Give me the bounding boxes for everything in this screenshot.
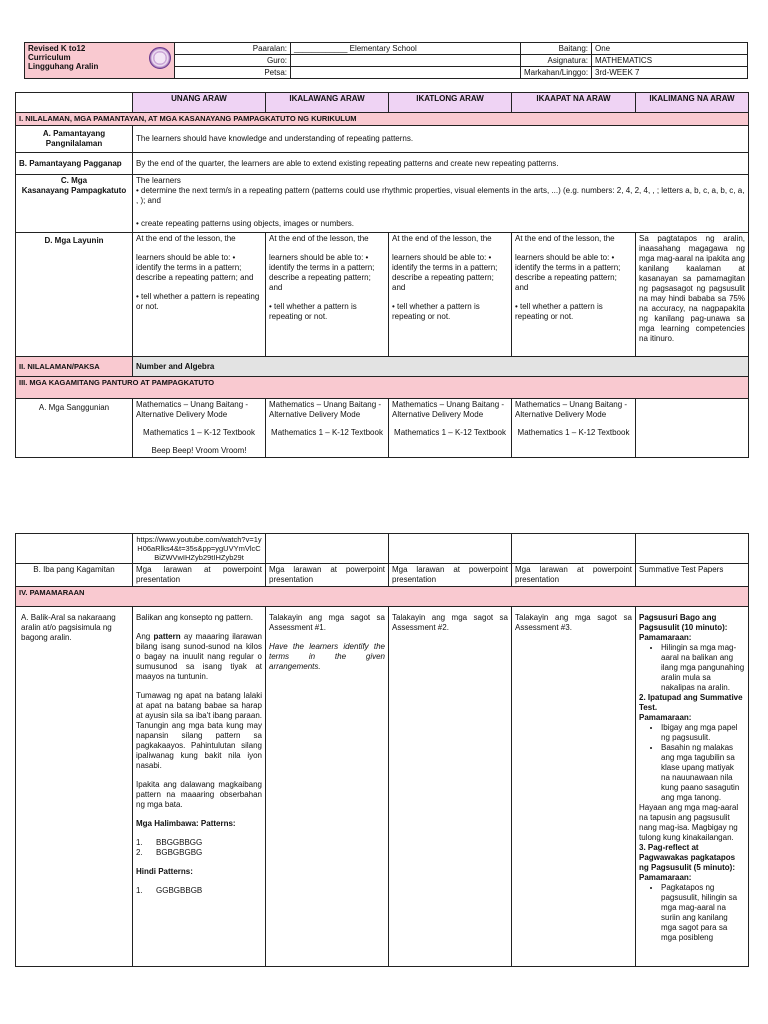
day-header-4: IKAAPAT NA ARAW [512, 93, 636, 113]
link-row-day3 [389, 534, 512, 564]
pamamaraan-day5 [636, 607, 749, 967]
layunin-day4 [512, 233, 636, 357]
lesson-table-page2 [15, 533, 749, 967]
layunin-day3-p1: At the end of the lesson, the [392, 234, 492, 243]
iba-pang-kagamitan-day3: Mga larawan at powerpoint presentation [389, 564, 512, 587]
pamamaraan-day1-examples-title: Mga Halimbawa: Patterns: [136, 819, 236, 828]
pamamaraan-day5-h3: 3. Pag-reflect at Pagwawakas pagkatapos ng Pagsusulit (5 minuto): [639, 843, 736, 872]
sanggunian-day4-ref1: Mathematics – Unang Baitang - Alternative Delivery Mode [515, 400, 628, 419]
pamantayang-pagganap-label: B. Pamantayang Pagganap [16, 153, 133, 175]
pamamaraan-day1-ex1: 1. BBGGBBGG [136, 838, 203, 847]
layunin-day3-p2: learners should be able to: • identify the terms in a pattern; describe a repeating pattern; and [392, 253, 498, 292]
sanggunian-day2-ref1: Mathematics – Unang Baitang - Alternative Delivery Mode [269, 400, 382, 419]
iba-pang-kagamitan-label: B. Iba pang Kagamitan [16, 564, 133, 587]
sanggunian-day2-ref2: Mathematics 1 – K-12 Textbook [271, 428, 383, 437]
markahan-label: Markahan/Linggo: [521, 67, 592, 79]
petsa-value [291, 67, 521, 79]
sanggunian-day1-ref2: Mathematics 1 – K-12 Textbook [143, 428, 255, 437]
guro-value [291, 55, 521, 67]
pamamaraan-day1-hindi-title: Hindi Patterns: [136, 867, 193, 876]
sanggunian-label: A. Mga Sanggunian [16, 399, 133, 458]
day-header-5: IKALIMANG NA ARAW [636, 93, 749, 113]
layunin-day2-p3: • tell whether a pattern is repeating or not. [269, 302, 357, 321]
pamamaraan-day5-b4: • Pagkatapos ng pagsusulit, hilingin sa mga mag-aaral na suriin ang kanilang mga sagot para sa mga posibleng [661, 883, 745, 943]
pamamaraan-day1-p2-pre: Ang [136, 632, 154, 641]
layunin-label: D. Mga Layunin [16, 233, 133, 357]
pamamaraan-day5-list3 [639, 883, 745, 943]
pamamaraan-day5-b3: • Basahin ng malakas ang mga tagubilin sa klase upang matiyak na nauunawaan nila kung paano sasagutin ang mga tanong. [661, 743, 745, 803]
sanggunian-day3 [389, 399, 512, 458]
pamamaraan-day2-p1: Talakayin ang mga sagot sa Assessment #1. [269, 613, 385, 632]
layunin-day2-p2: learners should be able to: • identify the terms in a pattern; describe a repeating pattern; and [269, 253, 375, 292]
sanggunian-day1-ref3: Beep Beep! Vroom Vroom! [151, 446, 247, 455]
pamamaraan-day1-p1: Balikan ang konsepto ng pattern. [136, 613, 253, 622]
sanggunian-day3-ref2: Mathematics 1 – K-12 Textbook [394, 428, 506, 437]
link-row-day5 [636, 534, 749, 564]
lesson-table-page1 [15, 92, 749, 458]
layunin-day1-p1: At the end of the lesson, the [136, 234, 236, 243]
pamamaraan-day1-p2 [136, 632, 262, 682]
header-table [24, 42, 748, 79]
day-header-1: UNANG ARAW [133, 93, 266, 113]
baitang-value: One [592, 43, 748, 55]
layunin-day4-p3: • tell whether a pattern is repeating or not. [515, 302, 603, 321]
kasanayang-line1: The learners [136, 176, 181, 185]
sanggunian-day2 [266, 399, 389, 458]
link-row-day2 [266, 534, 389, 564]
ex2-text: BGBGBGBG [156, 848, 203, 857]
day-header-empty [16, 93, 133, 113]
iba-pang-kagamitan-day1: Mga larawan at powerpoint presentation [133, 564, 266, 587]
sanggunian-day5 [636, 399, 749, 458]
pamamaraan-day1 [133, 607, 266, 967]
section3-title: III. MGA KAGAMITANG PANTURO AT PAMPAGKATUTO [16, 377, 749, 399]
pamamaraan-day5-h1: Pagsusuri Bago ang Pagsusulit (10 minuto): [639, 613, 728, 632]
section2-title: II. NILALAMAN/PAKSA [16, 357, 133, 377]
pamamaraan-day1-p2-post: ay maaaring ilarawan bilang isang sunod-sunod na kilos o bagay na inuulit nang regular o sumusunod sa isang tiyak at maayos na tuntunin. [136, 632, 262, 681]
petsa-label: Petsa: [175, 67, 291, 79]
asignatura-label: Asignatura: [521, 55, 592, 67]
layunin-day4-p2: learners should be able to: • identify the terms in a pattern; describe a repeating pattern; and [515, 253, 621, 292]
pamantayang-pangnilalaman-label: A. Pamantayang Pangnilalaman [16, 126, 133, 153]
youtube-link[interactable]: https://www.youtube.com/watch?v=1yH06aRlks4&t=35s&pp=ygUVYmVlcCBiZWVwIHZyb29tIHZyb29t [133, 534, 266, 564]
iba-pang-kagamitan-day5: Summative Test Papers [636, 564, 749, 587]
pamamaraan-day3: Talakayin ang mga sagot sa Assessment #2. [389, 607, 512, 967]
pamamaraan-day5-after: Hayaan ang mga mag-aaral na tapusin ang pagsusulit nang mag-isa. Magbigay ng tulong kung kinakailangan. [639, 803, 739, 842]
asignatura-value: MATHEMATICS [592, 55, 748, 67]
kasanayang-text [133, 175, 749, 233]
markahan-value: 3rd-WEEK 7 [592, 67, 748, 79]
iba-pang-kagamitan-day2: Mga larawan at powerpoint presentation [266, 564, 389, 587]
kasanayang-label [16, 175, 133, 233]
kasanayang-label-1: C. Mga [60, 176, 88, 185]
sanggunian-day3-ref1: Mathematics – Unang Baitang - Alternative Delivery Mode [392, 400, 505, 419]
sanggunian-day1-ref1: Mathematics – Unang Baitang - Alternative Delivery Mode [136, 400, 249, 419]
header-left-line2: Curriculum [28, 53, 71, 62]
layunin-day5: Sa pagtatapos ng aralin, inaasahang magagawa ng mga mag-aaral na ipakita ang kanilang kaalaman at kasanayan sa pamamagitan ng pagsasagot ng pagsusulit na may hindi bababa sa 75% na accuracy, na nagpapakita ng kanilang pag-unawa sa mga learning competencies na itinuro. [636, 233, 749, 357]
paaralan-value: ____________ Elementary School [291, 43, 521, 55]
layunin-day4-p1: At the end of the lesson, the [515, 234, 615, 243]
pamantayang-pangnilalaman-text: The learners should have knowledge and understanding of repeating patterns. [133, 126, 749, 153]
layunin-day3-p3: • tell whether a pattern is repeating or not. [392, 302, 480, 321]
layunin-day3 [389, 233, 512, 357]
header-left-line1: Revised K to12 [28, 44, 86, 53]
sanggunian-day4 [512, 399, 636, 458]
pamamaraan-day2-p2: Have the learners identify the terms in the given arrangements. [269, 642, 385, 671]
pamamaraan-day5-pam1: Pamamaraan: [639, 633, 692, 642]
day-header-3: IKATLONG ARAW [389, 93, 512, 113]
pamamaraan-day1-h1: 1. GGBGBBGB [136, 886, 203, 895]
layunin-day1-p3: • tell whether a pattern is repeating or not. [136, 292, 260, 311]
pamamaraan-day1-p4: Ipakita ang dalawang magkaibang pattern na maaaring obserbahan ng mga bata. [136, 780, 262, 809]
pamamaraan-day5-pam3: Pamamaraan: [639, 873, 692, 882]
kasanayang-line2: • determine the next term/s in a repeating pattern (patterns could use rhythmic properties, visual elements in the arts, ...) (e.g. numbers: 2, 4, 2, 4, , ; letters a, b, c, a, b, c, a, , ); and [136, 186, 745, 205]
layunin-day1-p2: learners should be able to: • identify the terms in a pattern; describe a repeating pattern; and [136, 253, 254, 282]
pamamaraan-day5-b2: • Ibigay ang mga papel ng pagsusulit. [661, 723, 745, 743]
paaralan-label: Paaralan: [175, 43, 291, 55]
day-header-2: IKALAWANG ARAW [266, 93, 389, 113]
deped-seal-icon [149, 47, 171, 69]
layunin-day1 [133, 233, 266, 357]
pamamaraan-day1-p3: Tumawag ng apat na batang lalaki at apat na batang babae sa harap at ayusin sila sa iba't ibang paraan. Tanungin ang mga bata kung may napansin silang pattern sa pagkakaayos. Pahintulutan silang ipaliwanag kung bakit nila iyon nasabi. [136, 691, 262, 770]
section2-value: Number and Algebra [133, 357, 749, 377]
pamamaraan-day5-list1 [639, 643, 745, 693]
h1-text: GGBGBBGB [156, 886, 203, 895]
ex1-text: BBGGBBGG [156, 838, 203, 847]
pamamaraan-day5-h2: 2. Ipatupad ang Summative Test. [639, 693, 743, 712]
header-left [25, 43, 175, 79]
baitang-label: Baitang: [521, 43, 592, 55]
iba-pang-kagamitan-day4: Mga larawan at powerpoint presentation [512, 564, 636, 587]
guro-label: Guro: [175, 55, 291, 67]
link-row-day4 [512, 534, 636, 564]
pamamaraan-day5-pam2: Pamamaraan: [639, 713, 692, 722]
pamantayang-pagganap-text: By the end of the quarter, the learners are able to extend existing repeating patterns and create new repeating patterns. [133, 153, 749, 175]
pamamaraan-day5-b1: • Hilingin sa mga mag-aaral na balikan ang ilang mga pangunahing aralin mula sa nakalipas na aralin. [661, 643, 745, 693]
layunin-day2 [266, 233, 389, 357]
balik-aral-label: A. Balik-Aral sa nakaraang aralin at/o pagsisimula ng bagong aralin. [16, 607, 133, 967]
kasanayang-line3: • create repeating patterns using objects, images or numbers. [136, 219, 355, 228]
pamamaraan-day1-p2-bold: pattern [153, 632, 181, 641]
section4-title: IV. PAMAMARAAN [16, 587, 749, 607]
link-row-empty [16, 534, 133, 564]
header-left-line3: Lingguhang Aralin [28, 62, 99, 71]
section1-title: I. NILALAMAN, MGA PAMANTAYAN, AT MGA KASANAYANG PAMPAGKATUTO NG KURIKULUM [16, 113, 749, 126]
layunin-day2-p1: At the end of the lesson, the [269, 234, 369, 243]
sanggunian-day1 [133, 399, 266, 458]
pamamaraan-day4: Talakayin ang mga sagot sa Assessment #3. [512, 607, 636, 967]
pamamaraan-day2 [266, 607, 389, 967]
pamamaraan-day1-ex2: 2. BGBGBGBG [136, 848, 203, 857]
pamamaraan-day5-list2 [639, 723, 745, 803]
sanggunian-day4-ref2: Mathematics 1 – K-12 Textbook [517, 428, 630, 437]
kasanayang-label-2: Kasanayang Pampagkatuto [21, 186, 127, 195]
